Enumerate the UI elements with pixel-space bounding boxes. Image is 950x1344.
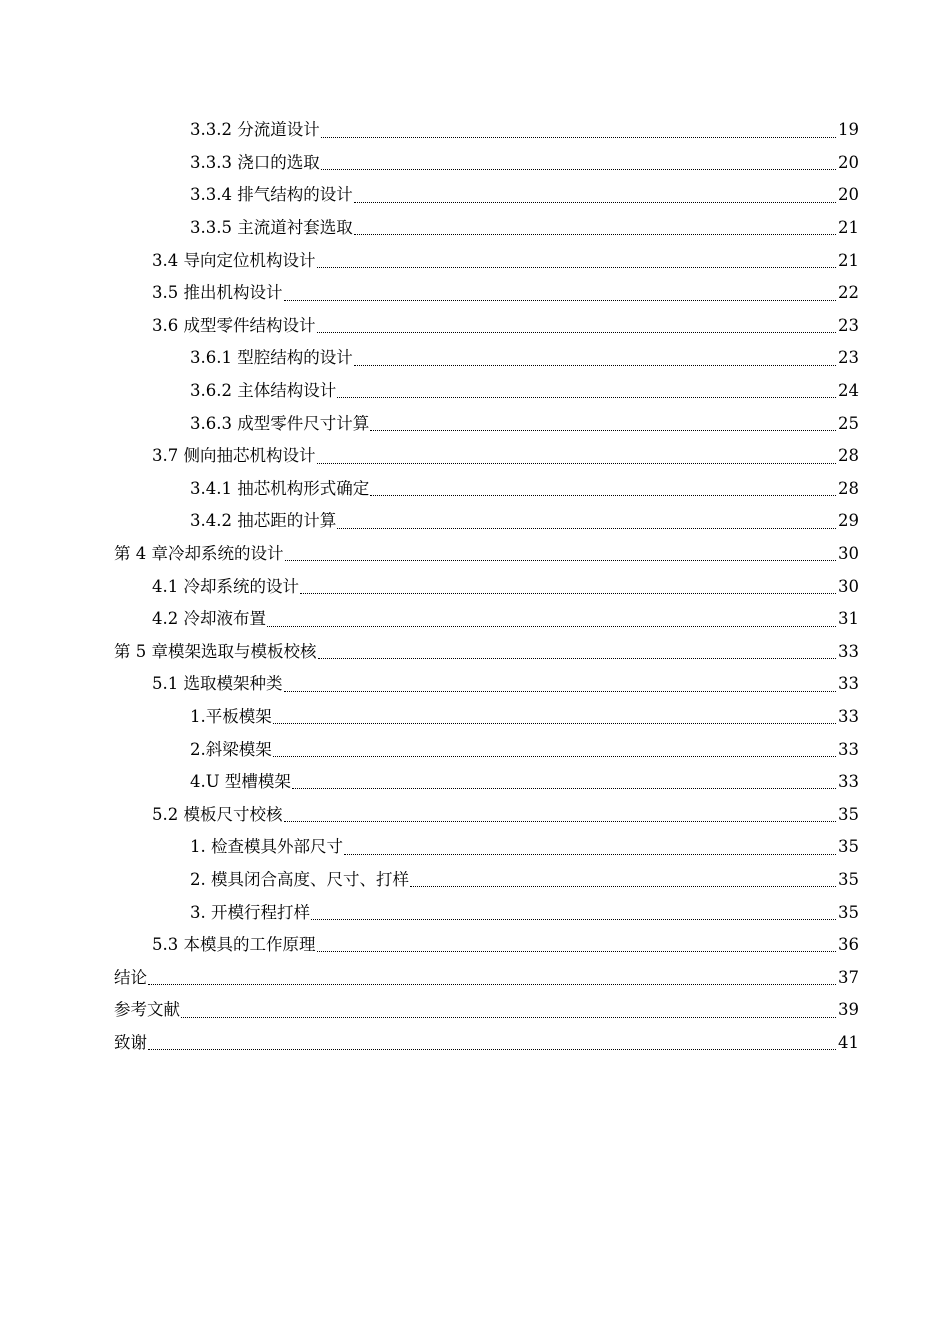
- toc-entry[interactable]: [0, 244, 950, 277]
- toc-entry-page-number: 28: [838, 478, 859, 498]
- toc-dot-leader: [317, 462, 837, 464]
- toc-entry-title: 1. 检查模具外部尺寸: [190, 837, 343, 857]
- toc-entry-page-number: 30: [838, 544, 859, 564]
- toc-entry-title: 2.斜梁模架: [190, 739, 272, 759]
- toc-entry-page-number: 35: [838, 902, 859, 922]
- toc-dot-leader: [300, 592, 836, 594]
- toc-entry[interactable]: [0, 831, 950, 864]
- toc-dot-leader: [273, 755, 836, 757]
- toc-entry-title: 4.2 冷却液布置: [152, 609, 266, 629]
- toc-entry-page-number: 36: [838, 935, 859, 955]
- toc-entry-title: 5.2 模板尺寸校核: [152, 804, 283, 824]
- toc-entry-title: 3.3.4 排气结构的设计: [190, 185, 353, 205]
- toc-dot-leader: [354, 201, 836, 203]
- toc-entry-title: 5.3 本模具的工作原理: [152, 935, 316, 955]
- toc-entry-page-number: 29: [838, 511, 859, 531]
- toc-entry-title: 3.4.1 抽芯机构形式确定: [190, 478, 370, 498]
- toc-entry-title: 3.6.1 型腔结构的设计: [190, 348, 353, 368]
- toc-entry[interactable]: [0, 733, 950, 766]
- toc-dot-leader: [273, 722, 836, 724]
- toc-dot-leader: [321, 168, 836, 170]
- toc-entry-page-number: 20: [838, 152, 859, 172]
- toc-entry[interactable]: [0, 505, 950, 538]
- toc-dot-leader: [344, 853, 836, 855]
- toc-entry[interactable]: [0, 701, 950, 734]
- toc-entry[interactable]: [0, 473, 950, 506]
- table-of-contents: [0, 114, 950, 1059]
- toc-entry[interactable]: [0, 864, 950, 897]
- toc-entry-page-number: 25: [838, 413, 859, 433]
- toc-entry[interactable]: [0, 440, 950, 473]
- toc-entry-title: 3.6 成型零件结构设计: [152, 315, 316, 335]
- toc-dot-leader: [410, 885, 836, 887]
- toc-entry-title: 3.4 导向定位机构设计: [152, 250, 316, 270]
- toc-dot-leader: [317, 950, 837, 952]
- toc-entry-page-number: 23: [838, 348, 859, 368]
- toc-entry-page-number: 28: [838, 446, 859, 466]
- toc-dot-leader: [284, 299, 837, 301]
- toc-dot-leader: [285, 559, 837, 561]
- toc-entry-page-number: 37: [838, 967, 859, 987]
- toc-entry-title: 3. 开模行程打样: [190, 902, 310, 922]
- toc-entry[interactable]: [0, 538, 950, 571]
- toc-dot-leader: [148, 1048, 836, 1050]
- toc-dot-leader: [370, 494, 836, 496]
- toc-entry[interactable]: [0, 1027, 950, 1060]
- toc-dot-leader: [148, 983, 836, 985]
- toc-entry-page-number: 35: [838, 837, 859, 857]
- toc-entry[interactable]: [0, 407, 950, 440]
- toc-entry[interactable]: [0, 570, 950, 603]
- toc-entry[interactable]: [0, 929, 950, 962]
- toc-entry-page-number: 24: [838, 381, 859, 401]
- toc-entry-title: 1.平板模架: [190, 706, 272, 726]
- toc-entry-page-number: 35: [838, 804, 859, 824]
- toc-entry[interactable]: [0, 114, 950, 147]
- toc-entry[interactable]: [0, 342, 950, 375]
- toc-entry[interactable]: [0, 896, 950, 929]
- toc-dot-leader: [284, 690, 837, 692]
- toc-entry[interactable]: [0, 961, 950, 994]
- toc-entry-page-number: 33: [838, 674, 859, 694]
- toc-dot-leader: [337, 527, 836, 529]
- toc-entry[interactable]: [0, 147, 950, 180]
- toc-dot-leader: [370, 429, 836, 431]
- toc-entry-page-number: 33: [838, 706, 859, 726]
- toc-entry-page-number: 20: [838, 185, 859, 205]
- toc-entry-page-number: 21: [838, 218, 859, 238]
- toc-entry-page-number: 31: [838, 609, 859, 629]
- toc-dot-leader: [354, 233, 836, 235]
- toc-entry-page-number: 33: [838, 739, 859, 759]
- toc-entry[interactable]: [0, 636, 950, 669]
- toc-entry-title: 第 5 章模架选取与模板校核: [114, 641, 317, 661]
- toc-entry-page-number: 33: [838, 641, 859, 661]
- toc-entry-title: 3.7 侧向抽芯机构设计: [152, 446, 316, 466]
- toc-entry[interactable]: [0, 277, 950, 310]
- toc-entry[interactable]: [0, 603, 950, 636]
- toc-dot-leader: [321, 136, 836, 138]
- toc-entry-title: 3.5 推出机构设计: [152, 283, 283, 303]
- toc-entry-page-number: 30: [838, 576, 859, 596]
- toc-entry-title: 3.4.2 抽芯距的计算: [190, 511, 337, 531]
- toc-entry-title: 3.3.2 分流道设计: [190, 120, 320, 140]
- toc-entry-page-number: 41: [838, 1032, 859, 1052]
- toc-dot-leader: [354, 364, 836, 366]
- toc-dot-leader: [317, 331, 837, 333]
- toc-entry[interactable]: [0, 668, 950, 701]
- toc-entry[interactable]: [0, 212, 950, 245]
- toc-entry[interactable]: [0, 766, 950, 799]
- toc-entry-title: 4.U 型槽模架: [190, 772, 291, 792]
- toc-entry-title: 3.3.5 主流道衬套选取: [190, 218, 353, 238]
- toc-entry-title: 结论: [114, 967, 147, 987]
- toc-dot-leader: [317, 266, 837, 268]
- toc-entry-page-number: 23: [838, 315, 859, 335]
- toc-dot-leader: [181, 1016, 836, 1018]
- toc-dot-leader: [337, 396, 836, 398]
- toc-entry[interactable]: [0, 310, 950, 343]
- toc-entry-page-number: 35: [838, 869, 859, 889]
- toc-entry-page-number: 22: [838, 283, 859, 303]
- toc-entry-title: 3.6.2 主体结构设计: [190, 381, 337, 401]
- toc-entry-title: 致谢: [114, 1032, 147, 1052]
- toc-entry-page-number: 33: [838, 772, 859, 792]
- toc-entry-title: 3.3.3 浇口的选取: [190, 152, 320, 172]
- toc-entry-title: 参考文献: [114, 1000, 180, 1020]
- toc-dot-leader: [267, 625, 836, 627]
- toc-entry-title: 第 4 章冷却系统的设计: [114, 544, 284, 564]
- toc-entry-page-number: 39: [838, 1000, 859, 1020]
- toc-entry-title: 2. 模具闭合高度、尺寸、打样: [190, 869, 409, 889]
- toc-entry[interactable]: [0, 798, 950, 831]
- toc-entry-title: 4.1 冷却系统的设计: [152, 576, 299, 596]
- toc-entry[interactable]: [0, 994, 950, 1027]
- toc-dot-leader: [292, 787, 836, 789]
- toc-dot-leader: [284, 820, 837, 822]
- toc-entry-title: 3.6.3 成型零件尺寸计算: [190, 413, 370, 433]
- toc-entry-title: 5.1 选取模架种类: [152, 674, 283, 694]
- toc-entry[interactable]: [0, 375, 950, 408]
- toc-dot-leader: [311, 918, 836, 920]
- toc-entry-page-number: 19: [838, 120, 859, 140]
- toc-dot-leader: [318, 657, 837, 659]
- toc-entry[interactable]: [0, 179, 950, 212]
- toc-entry-page-number: 21: [838, 250, 859, 270]
